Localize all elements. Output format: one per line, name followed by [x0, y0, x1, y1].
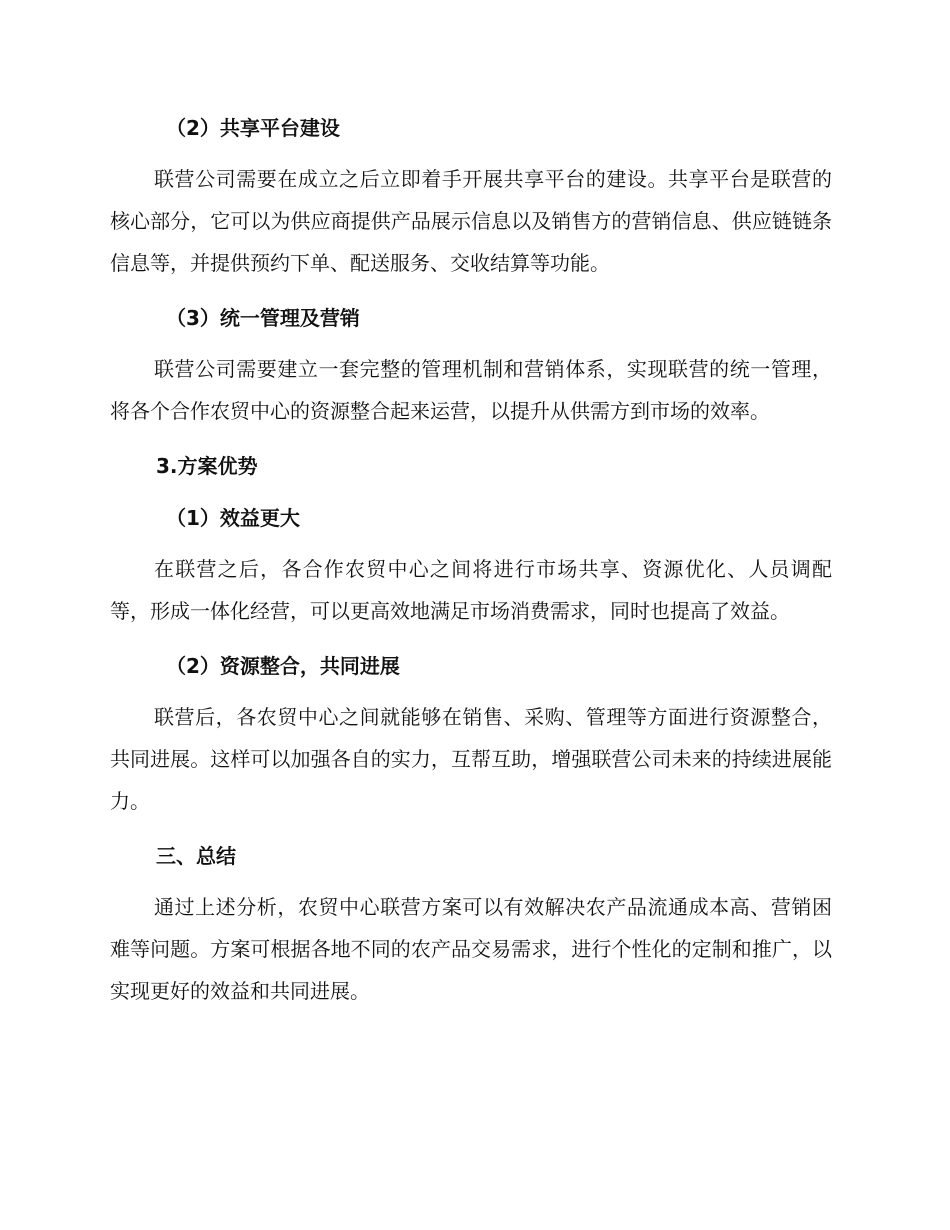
paragraph-unified-management: 联营公司需要建立一套完整的管理机制和营销体系，实现联营的统一管理，将各个合作农贸中心的资源整合起来运营，以提升从供需方到市场的效率。 — [110, 357, 832, 423]
section-heading-unified-management: （3）统一管理及营销 — [166, 306, 360, 330]
section-heading-summary: 三、总结 — [156, 844, 236, 868]
paragraph-shared-platform: 联营公司需要在成立之后立即着手开展共享平台的建设。共享平台是联营的核心部分，它可以为供应商提供产品展示信息以及销售方的营销信息、供应链链条信息等，并提供预约下单、配送服务、交收结算等功能。 — [110, 167, 832, 275]
paragraph-summary: 通过上述分析，农贸中心联营方案可以有效解决农产品流通成本高、营销困难等问题。方案可根据各地不同的农产品交易需求，进行个性化的定制和推广，以实现更好的效益和共同进展。 — [110, 895, 832, 1003]
section-heading-plan-advantages: 3.方案优势 — [156, 454, 258, 478]
section-heading-resource-integration: （2）资源整合，共同进展 — [166, 654, 400, 678]
section-heading-greater-benefit: （1）效益更大 — [166, 506, 300, 530]
document-body — [110, 106, 832, 1024]
paragraph-resource-integration: 联营后，各农贸中心之间就能够在销售、采购、管理等方面进行资源整合，共同进展。这样可以加强各自的实力，互帮互助，增强联营公司未来的持续进展能力。 — [110, 705, 832, 813]
section-heading-shared-platform: （2）共享平台建设 — [166, 116, 340, 140]
paragraph-greater-benefit: 在联营之后，各合作农贸中心之间将进行市场共享、资源优化、人员调配等，形成一体化经营，可以更高效地满足市场消费需求，同时也提高了效益。 — [110, 557, 832, 623]
